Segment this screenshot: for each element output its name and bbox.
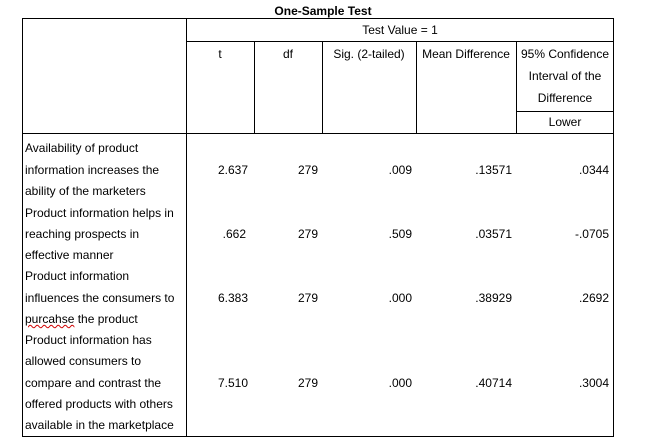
border-top <box>22 18 614 19</box>
cell-mean-diff: .13571 <box>475 163 512 177</box>
cell-sig: .000 <box>388 376 412 390</box>
cell-lower: .2692 <box>578 291 609 305</box>
row-label-line: information increases the <box>25 163 160 177</box>
row-label-line: offered products with others <box>25 397 173 411</box>
cell-mean-diff: .03571 <box>475 227 512 241</box>
row-label-line: Product information <box>25 269 130 283</box>
col-header-lower: Lower <box>548 115 582 129</box>
row-label-line: allowed consumers to <box>25 354 142 368</box>
cell-sig: .509 <box>388 227 412 241</box>
cell-lower: .0344 <box>578 163 609 177</box>
row-label-line: influences the consumers to <box>25 291 175 305</box>
border-header-bottom <box>22 133 614 134</box>
col-header-df: df <box>282 47 293 61</box>
row-label-text: the product <box>77 312 138 326</box>
row-label-line <box>25 309 138 330</box>
cell-t: 6.383 <box>218 291 249 305</box>
col-header-t: t <box>218 47 222 61</box>
cell-lower: -.0705 <box>574 227 609 241</box>
col-header-mean-diff: Mean Difference <box>422 47 510 61</box>
col-header-ci-line1: 95% Confidence <box>520 47 610 61</box>
border-left <box>22 18 23 437</box>
col-header-sig: Sig. (2-tailed) <box>333 47 405 61</box>
cell-df: 279 <box>297 163 318 177</box>
border-testvalue-bottom <box>186 41 614 42</box>
table-title: One-Sample Test <box>274 4 372 18</box>
row-label-line: available in the marketplace <box>25 418 174 432</box>
row-label-line: ability of the marketers <box>25 184 146 198</box>
cell-sig: .000 <box>388 291 412 305</box>
cell-sig: .009 <box>388 163 412 177</box>
col-header-ci-line2: Interval of the <box>528 69 602 83</box>
misspelled-word: purcahse <box>25 312 75 326</box>
cell-mean-diff: .40714 <box>475 376 512 390</box>
row-label-line: Product information helps in <box>25 206 174 220</box>
border-bottom <box>22 436 614 437</box>
cell-df: 279 <box>297 291 318 305</box>
row-label-line: compare and contrast the <box>25 376 162 390</box>
row-label-line: Product information has <box>25 333 152 347</box>
test-value-header: Test Value = 1 <box>362 23 438 37</box>
cell-t: 7.510 <box>218 376 249 390</box>
cell-df: 279 <box>297 227 318 241</box>
row-label-line: reaching prospects in <box>25 227 140 241</box>
cell-t: 2.637 <box>218 163 249 177</box>
row-label-line: Availability of product <box>25 141 139 155</box>
cell-mean-diff: .38929 <box>475 291 512 305</box>
row-label-line: effective manner <box>25 248 114 262</box>
cell-df: 279 <box>297 376 318 390</box>
col-header-ci-line3: Difference <box>537 91 593 105</box>
cell-lower: .3004 <box>578 376 609 390</box>
cell-t: .662 <box>222 227 246 241</box>
